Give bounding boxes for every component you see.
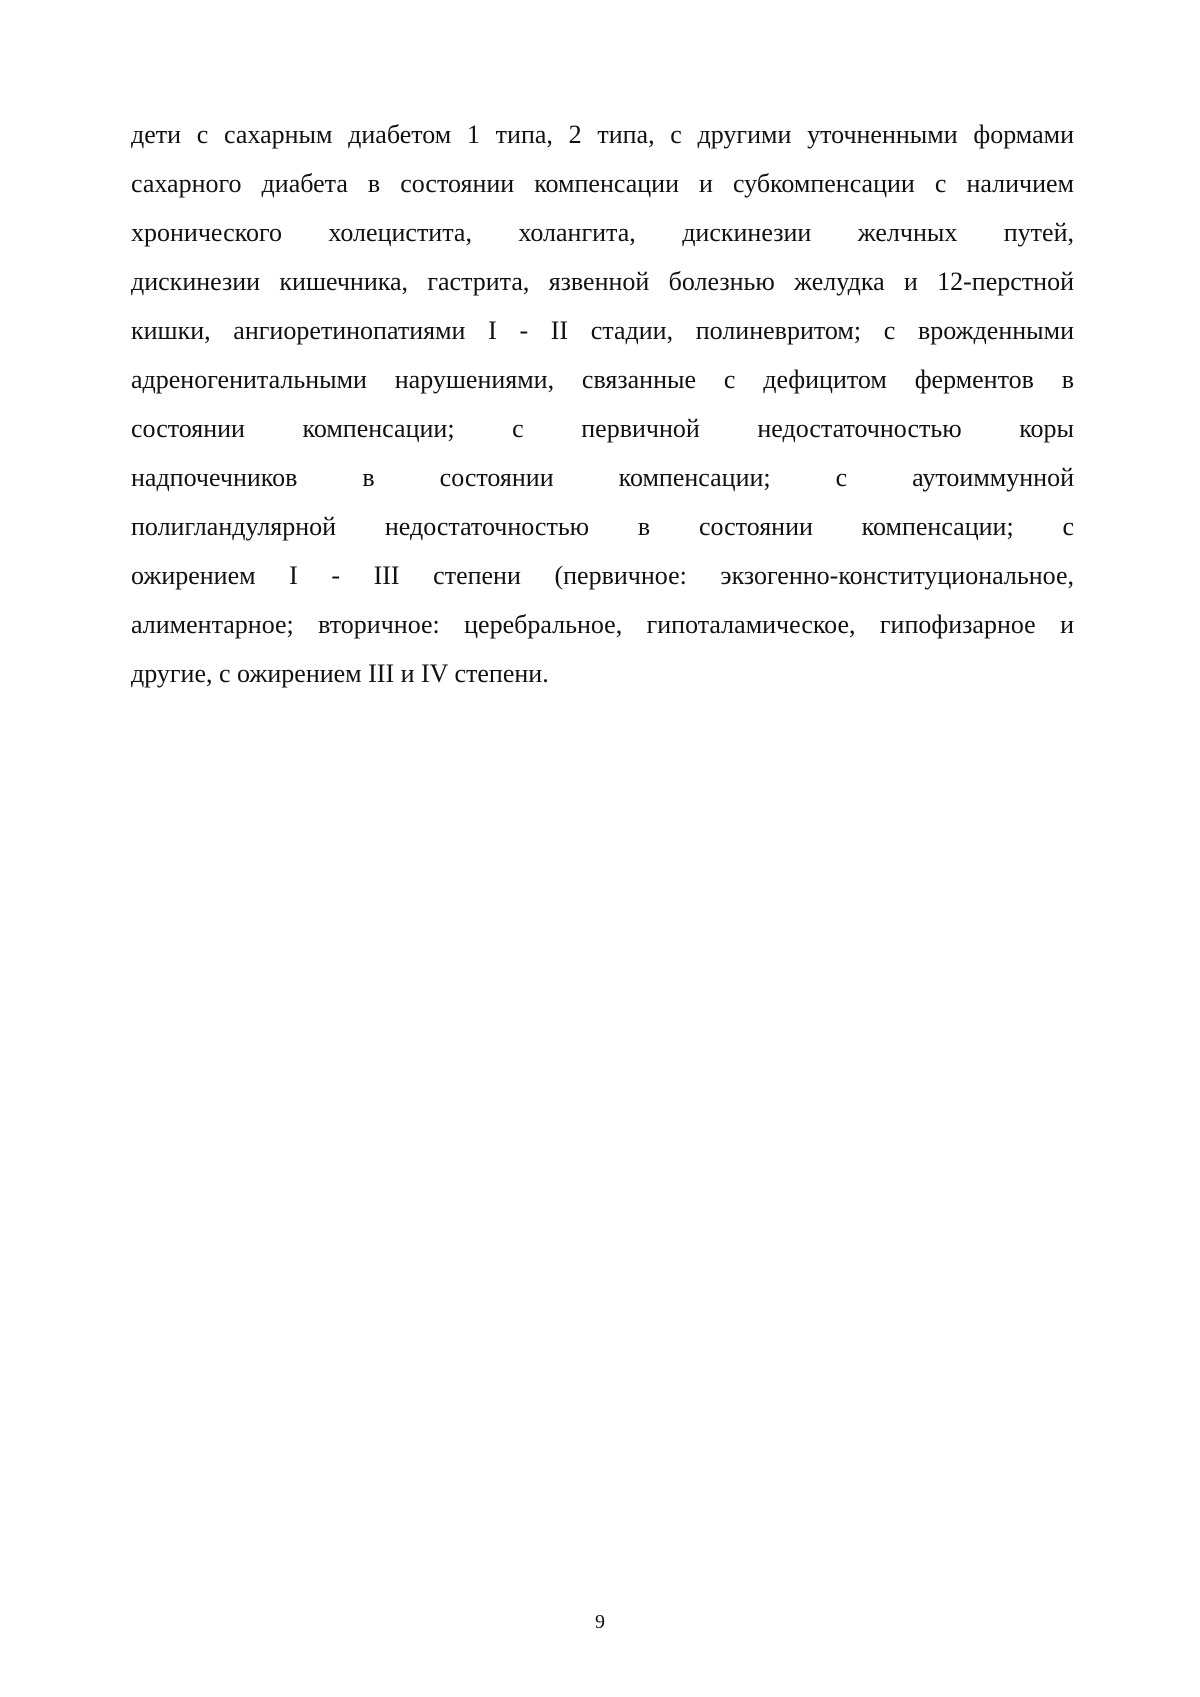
paragraph-line: дискинезии кишечника, гастрита, язвенной болезнью желудка и 12-перстной	[131, 267, 1074, 296]
paragraph-line: полигландулярной недостаточностью в состоянии компенсации; с	[131, 512, 1074, 541]
paragraph-line: ожирением I - III степени (первичное: экзогенно-конституциональное,	[131, 561, 1074, 590]
paragraph-line: сахарного диабета в состоянии компенсации и субкомпенсации с наличием	[131, 169, 1074, 198]
page-number: 9	[595, 1611, 605, 1633]
paragraph-line: надпочечников в состоянии компенсации; с аутоиммунной	[131, 463, 1074, 492]
body-paragraph	[131, 110, 1074, 698]
paragraph-line: хронического холецистита, холангита, дискинезии желчных путей,	[131, 218, 1074, 247]
paragraph-line: кишки, ангиоретинопатиями I - II стадии, полиневритом; с врожденными	[131, 316, 1074, 345]
paragraph-line: алиментарное; вторичное: церебральное, гипоталамическое, гипофизарное и	[131, 610, 1074, 639]
paragraph-line: адреногенитальными нарушениями, связанные с дефицитом ферментов в	[131, 365, 1074, 394]
paragraph-line: дети с сахарным диабетом 1 типа, 2 типа, с другими уточненными формами	[131, 120, 1074, 149]
paragraph-line: другие, с ожирением III и IV степени.	[131, 659, 549, 688]
paragraph-line: состоянии компенсации; с первичной недостаточностью коры	[131, 414, 1074, 443]
